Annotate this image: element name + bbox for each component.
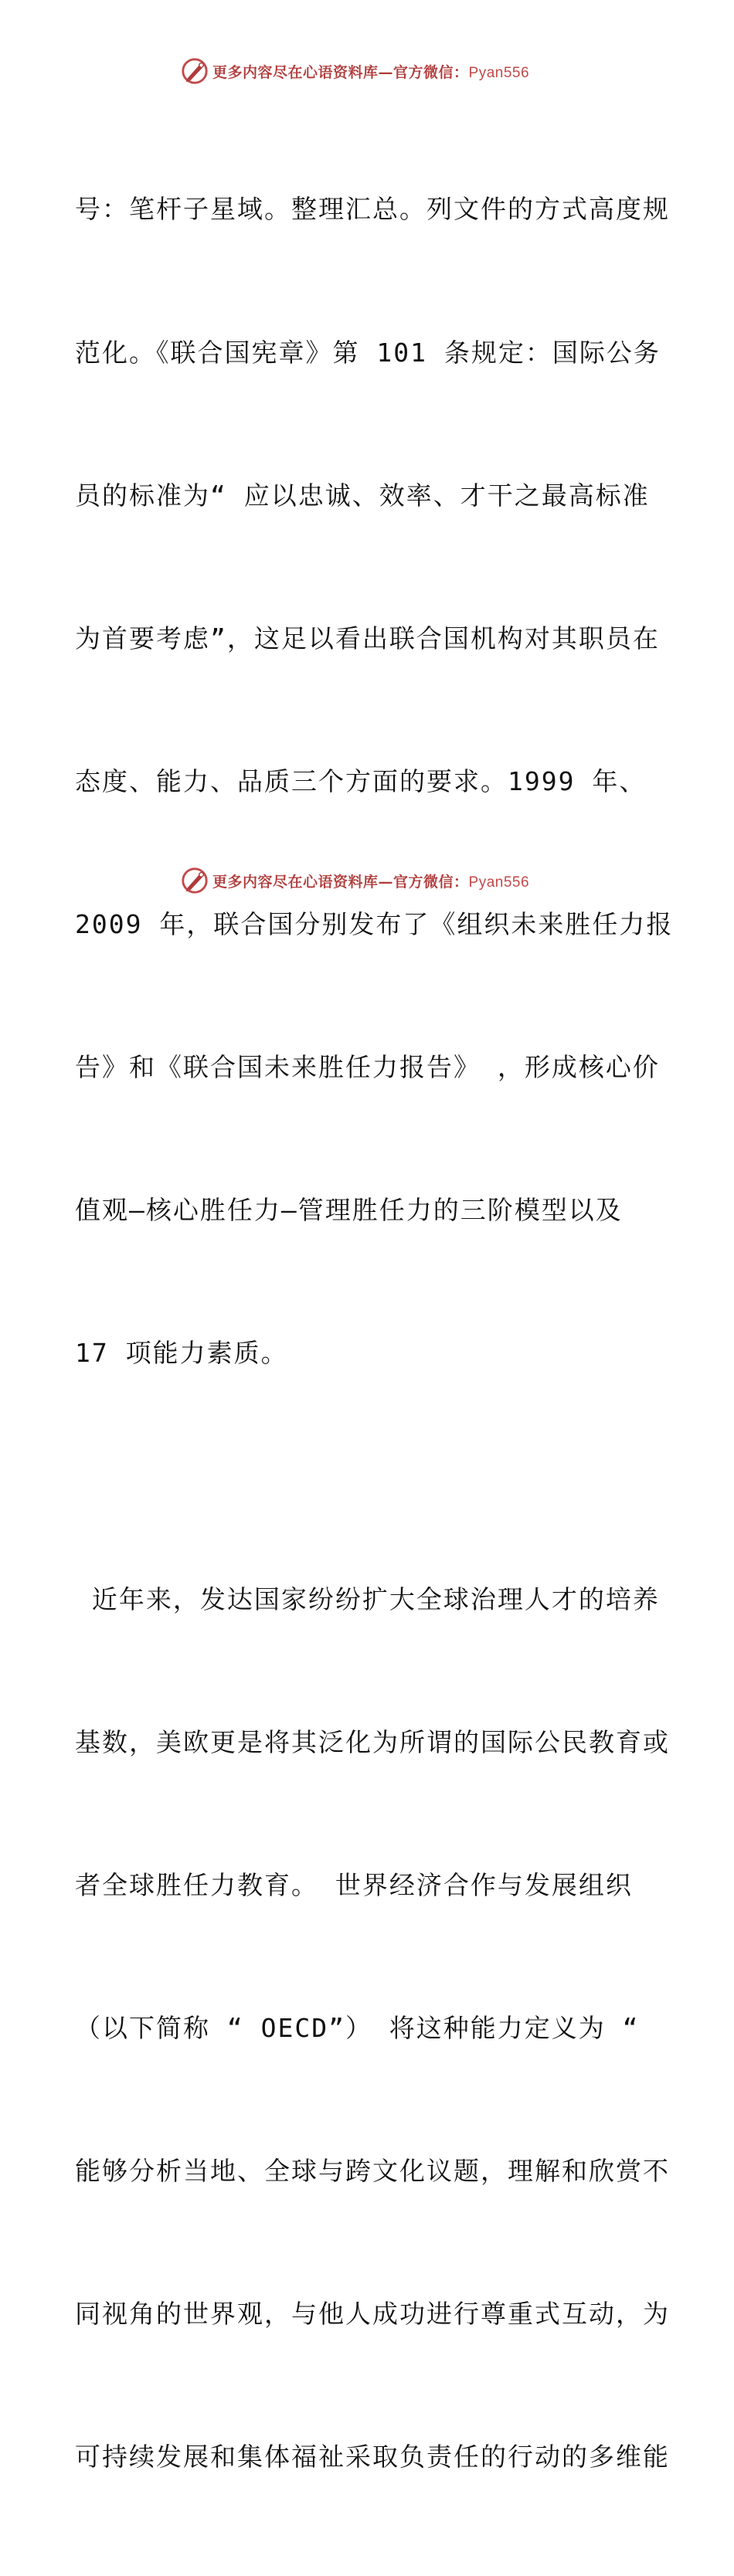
watermark-wechat-id: Pyan556 [468,874,530,891]
paragraph-2 [75,1480,670,2576]
watermark-text-cn: 更多内容尽在心语资料库—官方微信： [212,873,469,891]
text-line: 基数，美欧更是将其泛化为所谓的国际公民教育或 [75,1726,670,1757]
paragraph-1 [75,90,674,1472]
text-line: 者全球胜任力教育。 世界经济合作与发展组织 [75,1869,633,1900]
text-line: 态度、能力、品质三个方面的要求。1999 年、 [75,765,647,796]
text-line: 号：笔杆子星域。整理汇总。列文件的方式高度规 [75,194,670,225]
text-line: 近年来，发达国家纷纷扩大全球治理人才的培养 [75,1583,660,1614]
text-line: 范化。《联合国宪章》第 101 条规定：国际公务 [75,337,661,368]
footer-watermark [180,865,529,896]
text-line: 为首要考虑”，这足以看出联合国机构对其职员在 [75,623,660,653]
pen-logo-icon [180,56,209,86]
text-line: 员的标准为“ 应以忠诚、效率、才干之最高标准 [75,480,650,511]
watermark-text [212,61,529,82]
text-line: 2009 年，联合国分别发布了《组织未来胜任力报 [75,908,674,939]
pen-logo-icon [180,866,209,895]
text-line: 能够分析当地、全球与跨文化议题，理解和欣赏不 [75,2156,670,2187]
watermark-wechat-id: Pyan556 [468,64,530,81]
text-line: 告》和《联合国未来胜任力报告》 ，形成核心价 [75,1051,660,1082]
text-line: 17 项能力素质。 [75,1338,288,1369]
text-line: （以下简称 “ OECD”） 将这种能力定义为 “ [75,2012,640,2043]
text-line: 同视角的世界观，与他人成功进行尊重式互动，为 [75,2299,670,2330]
document-body [75,90,674,2576]
header-watermark [180,56,529,87]
watermark-text [212,871,529,891]
text-line: 可持续发展和集体福祉采取负责任的行动的多维能 [75,2442,670,2472]
text-line: 值观—核心胜任力—管理胜任力的三阶模型以及 [75,1195,623,1226]
watermark-text-cn: 更多内容尽在心语资料库—官方微信： [212,63,469,81]
